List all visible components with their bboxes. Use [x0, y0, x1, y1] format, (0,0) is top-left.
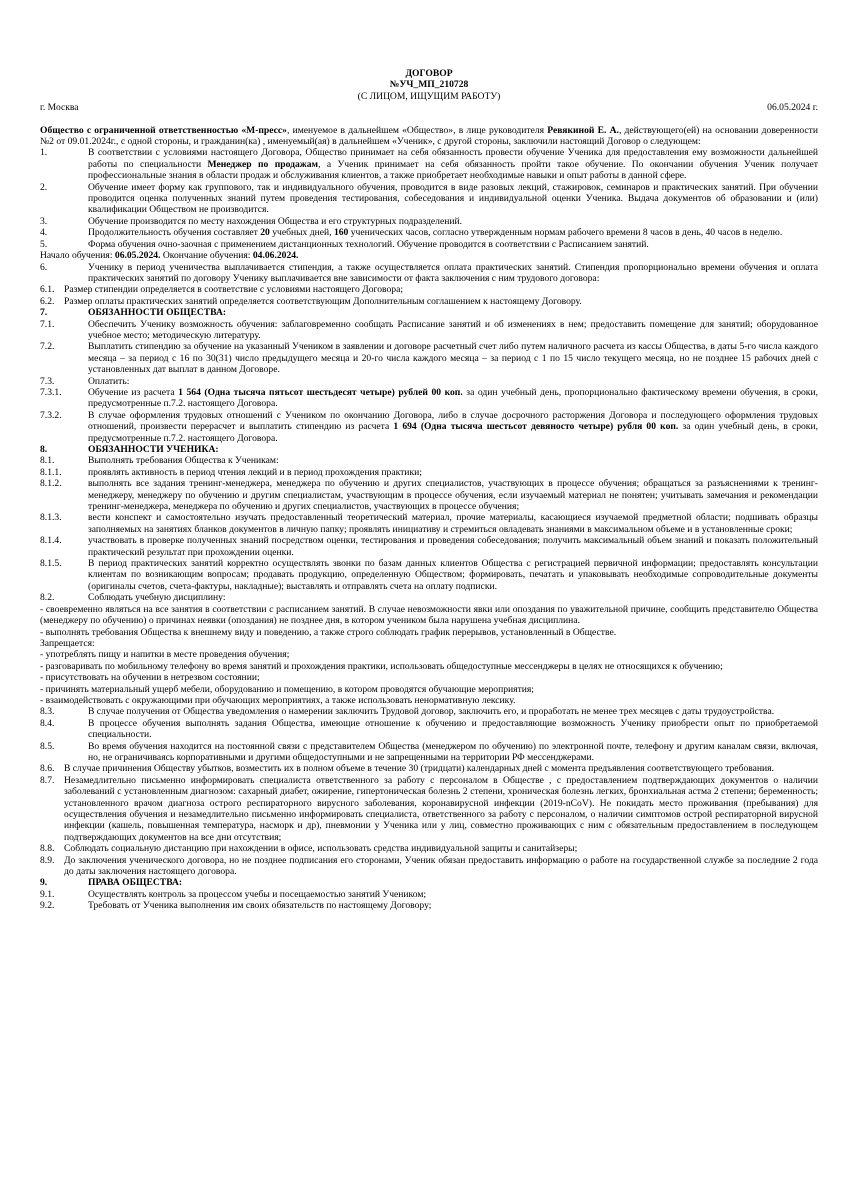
clause-6 [40, 262, 818, 285]
list-item: - употреблять пищу и напитки в месте проведения обучения; [40, 649, 290, 661]
clause-text: Незамедлительно письменно информировать специалиста ответственного за работу с персоналом в Обществе , с предоставлением подтверждающих документов о наличии заболеваний с установленным диагнозом: сахарный диабет, ожирение, гипертоническая болезнь 2 степени, хроническая болезнь легких, бронхиальная астма 2 степени; беременность; установленного врачом диагноза острого респираторного вирусного заболевания, коронавирусной инфекции (2019-nCoV). Не покидать место проживания (пребывания) для осуществления обучения и незамедлительно письменно информировать специалиста, ответственного за работу с персоналом, о наличии симптомов острой респираторной вирусной инфекции (кашель, повышенная температура, насморк и др), пневмонии у Ученика или у лиц, совместно проживающих с ним с обязательным предоставлением в последующем подтверждающих документов на все дни отсутствия; [64, 774, 818, 843]
start-date: 06.05.2024. [114, 250, 161, 262]
clause-number: 8.3. [40, 706, 55, 718]
clause-7-3-1 [40, 387, 818, 410]
clause-text: В процессе обучения выполнять задания Общества, имеющие отношение к обучению и предоставляющие возможность Ученику приобрести опыт по приобретаемой специальности. [88, 717, 818, 741]
org-name: Общество с ограниченной ответственностью «М-пресс» [40, 124, 287, 136]
section-8-heading: 8. ОБЯЗАННОСТИ УЧЕНИКА: [40, 444, 219, 455]
clause-number: 7.2. [40, 341, 55, 353]
clause-text: вести конспект и самостоятельно изучать предоставленный теоретический материал, прочие материалы, касающиеся изучаемой предметной области; подшивать образцы заполняемых на занятиях бланков документов в личную папку; проявлять инициативу и стремиться овладевать знаниями в максимальном объеме и в установленные сроки; [88, 512, 818, 535]
intro-paragraph [40, 125, 818, 148]
clause-number: 6. [40, 261, 48, 273]
clause-8-1-4 [40, 535, 818, 558]
clause-text: Размер стипендии определяется в соответствие с условиями настоящего Договора; [64, 284, 403, 296]
list-item: - своевременно являться на все занятия в соответствии с расписанием занятий. В случае невозможности явки или опоздания по уважительной причине, сообщить представителю Общества (менеджеру по обучению) о причинах неявки (опоздания) не позднее дня, в котором учеником была нарушена учебная дисциплина. [40, 603, 818, 627]
clause-number: 8.1.5. [40, 558, 62, 570]
clause-text: В случае получения от Общества уведомления о намерении заключить Трудовой договор, заключить его, и проработать не менее трех месяцев с даты трудоустройства. [88, 706, 775, 718]
clause-number: 9.2. [40, 900, 55, 912]
clause-number: 2. [40, 181, 48, 193]
stipend-amount: 1 564 (Одна тысяча пятьсот шестьдесят четыре) рублей 00 коп. [178, 386, 463, 398]
doc-subtitle: (С ЛИЦОМ, ИЩУЩИМ РАБОТУ) [357, 90, 501, 102]
clause-6-1 [40, 284, 818, 295]
specialty: Менеджер по продажам [207, 158, 319, 170]
clause-number: 6.2. [40, 295, 55, 307]
list-item: - разговаривать по мобильному телефону во время занятий и прохождения практики, использовать общедоступные мессенджеры в целях не относящихся к обучению; [40, 660, 723, 672]
contract-document [40, 68, 818, 912]
clause-text: В случае оформления трудовых отношений с Учеником по окончанию Договора, либо в случае досрочного расторжения Договора и последующего оформления трудовых отношений, произвести перерасчет и выплатить стипендию из расчета 1 694 (Одна тысяча шестьсот девяносто четыре) рубля 00 коп. за один учебный день, в сроки, предусмотренные п.7.2. настоящего Договора. [88, 409, 818, 444]
clause-text: До заключения ученического договора, но не позднее подписания его сторонами, Ученик обязан предоставить информацию о работе на государственной службе за последние 2 года до даты заключения настоящего договора. [64, 854, 818, 878]
clause-text: Требовать от Ученика выполнения им своих обязательств по настоящему Договору; [88, 900, 432, 912]
intro-text-2: , действующего(ей) на основании доверенности №2 от 09.01.2024г., с одной стороны, и гражданин(ка) , именуемый(ая) в дальнейшем «Ученик», с другой стороны, заключили настоящий Договор о следующем: [40, 124, 818, 148]
clause-8-1 [40, 455, 818, 466]
clause-number: 4. [40, 227, 48, 239]
clause-number: 7.3.1. [40, 386, 62, 398]
clause-text: В случае причинения Обществу убытков, возместить их в полном объеме в течение 30 (тридцати) календарных дней с момента предъявления соответствующего требования. [64, 763, 774, 775]
clause-7-2 [40, 341, 818, 375]
clause-4 [40, 227, 818, 238]
clause-9-2 [40, 900, 818, 911]
clause-3 [40, 216, 818, 227]
clause-text: Во время обучения находится на постоянной связи с представителем Общества (менеджером по обучению) по электронной почте, телефону и другим каналам связи, включая, но, не ограничиваясь корпоративными и другими общедоступными и не запрещенными на территории РФ мессенджерами. [88, 740, 818, 763]
clause-number: 8.7. [40, 774, 55, 786]
clause-text: проявлять активность в период чтения лекций и в период прохождения практики; [88, 466, 422, 478]
clause-text: Выполнять требования Общества к Ученикам: [88, 455, 279, 467]
city: г. Москва [40, 102, 79, 114]
clause-number: 8.1.1. [40, 466, 62, 478]
clause-8-4 [40, 718, 818, 741]
date: 06.05.2024 г. [767, 102, 818, 114]
section-7-heading: 7. ОБЯЗАННОСТИ ОБЩЕСТВА: [40, 307, 227, 319]
clause-number: 8.4. [40, 717, 55, 729]
clause-text: В период практических занятий корректно осуществлять звонки по базам данных клиентов Общества с регистрацией первичной информации; предоставлять консультации клиентам по возникающим вопросам; продавать продукцию, определенную Обществом; формировать, печатать и упаковывать необходимые сопроводительные документы (оригиналы счетов, счета-фактуры, накладные); выставлять и отправлять счета на оплату подписки. [88, 558, 818, 592]
clause-number: 5. [40, 238, 48, 250]
clause-2 [40, 182, 818, 216]
clause-number: 8.5. [40, 740, 55, 752]
clause-text: Обеспечить Ученику возможность обучения: заблаговременно сообщать Расписание занятий и об изменениях в нем; предоставить помещение для занятий; оборудованное учебное место; методическую литературу. [88, 318, 818, 341]
clause-text: Ученику в период ученичества выплачивается стипендия, а также осуществляется оплата практических занятий. Стипендия пропорционально времени обучения и оплата практических занятий по договору Ученику выплачивается вне зависимости от факта заключения с ним трудового договора: [88, 261, 818, 284]
clause-9-1 [40, 889, 818, 900]
director-name: Ревякиной Е. А. [547, 124, 619, 136]
clause-number: 7.1. [40, 318, 55, 330]
list-item: - выполнять требования Общества к внешнему виду и поведению, а также строго соблюдать график перерывов, установленный в Обществе. [40, 626, 617, 638]
clause-text: Обучение имеет форму как группового, так и индивидуального обучения, проводится в виде разовых лекций, стажировок, семинаров и практических занятий. При обучении проводится оценка полученных знаний путем проведения тестирования, собеседования и индивидуальной оценки Ученика. Выдача документов об образовании и (или) квалификации Обществом не производится. [88, 181, 818, 216]
clause-text: Размер оплаты практических занятий определяется соответствующим Дополнительным соглашением к настоящему Договору. [64, 295, 582, 307]
clause-number: 8.2. [40, 592, 55, 604]
clause-number: 8.1.3. [40, 512, 62, 524]
clause-8-1-5 [40, 558, 818, 592]
clause-8-7 [40, 775, 818, 843]
clause-text: участвовать в проверке полученных знаний посредством оценки, тестирования и проведения собеседования; получить максимальный объем знаний и показать положительный практический результат при прохождении оценки. [88, 535, 818, 558]
clause-text: выполнять все задания тренинг-менеджера, менеджера по обучению и других специалистов, участвующих в процессе обучения; обращаться за разъяснениями к тренинг-менеджеру, менеджеру по обучению и другим специалистам, участвующим в процессе обучения, если изучаемый материал не понятен; учитывать замечания и рекомендации тренинг-менеджера, менеджера по обучению и других специалистов, участвующих в процессе обучения; [88, 478, 818, 513]
stipend-amount-recalc: 1 694 (Одна тысяча шестьсот девяносто четыре) рубля 00 коп. [393, 421, 679, 433]
clause-8-9 [40, 855, 818, 878]
clause-number: 8.9. [40, 854, 55, 866]
clause-number: 1. [40, 147, 48, 159]
forbidden-heading: Запрещается: [40, 637, 95, 649]
list-item: - причинять материальный ущерб мебели, оборудованию и помещению, в котором проводятся обучающие мероприятия; [40, 683, 534, 695]
list-item: - взаимодействовать с окружающими при обучающих мероприятиях, а также использовать ненормативную лексику. [40, 694, 516, 706]
clause-number: 7.3. [40, 375, 55, 387]
clause-number: 8.1.4. [40, 535, 62, 547]
clause-text: Соблюдать учебную дисциплину: [88, 592, 226, 604]
clause-text: Оплатить: [88, 375, 130, 387]
clause-number: 8.6. [40, 763, 55, 775]
clause-number: 3. [40, 215, 48, 227]
clause-8-1-3 [40, 512, 818, 535]
clause-8-1-2 [40, 478, 818, 512]
clause-number: 8.8. [40, 843, 55, 855]
doc-title: ДОГОВОР [405, 68, 453, 79]
clause-number: 8.1.2. [40, 478, 62, 490]
training-dates: Начало обучения: 06.05.2024. Окончание обучения: 04.06.2024. [40, 250, 299, 262]
clause-number: 6.1. [40, 284, 55, 296]
clause-text: В соответствии с условиями настоящего Договора, Общество принимает на себя обязанность провести обучение Ученика для предоставления ему возможности дальнейшей работы по специальности Менеджер по продажам, а Ученик принимает на себя обязанность пройти такое обучение. По окончании обучения Ученик получает профессиональные знания в области продаж и обслуживания клиентов, а также приобретает необходимые навыки и опыт работы в данной сфере. [88, 147, 818, 182]
clause-8-8 [40, 843, 818, 854]
clause-text: Обучение из расчета 1 564 (Одна тысяча пятьсот шестьдесят четыре) рублей 00 коп. за один учебный день, пропорционально фактическому времени обучения, в сроки, предусмотренные п.7.2. настоящего Договора. [88, 386, 819, 410]
clause-7-3 [40, 376, 818, 387]
clause-text: Осуществлять контроль за процессом учебы и посещаемостью занятий Учеником; [88, 888, 427, 900]
clause-number: 9.1. [40, 888, 55, 900]
doc-number: №УЧ_МП_210728 [389, 79, 469, 91]
clause-7-3-2 [40, 410, 818, 444]
clause-8-5 [40, 741, 818, 764]
city-date-row [40, 102, 818, 113]
clause-text: Выплатить стипендию за обучение на указанный Учеником в заявлении и договоре расчетный счет либо путем наличного расчета из кассы Общества, в даты 5-го числа каждого месяца – за период с 16 по 30(31) число предыдущего месяца и 20-го числа каждого месяца – за период с 1 по 15 число текущего месяца, но не позднее 15 рабочих дней с установленных дат выплат в данном Договоре. [88, 341, 818, 376]
clause-text: Соблюдать социальную дистанцию при нахождении в офисе, использовать средства индивидуальной защиты и санитайзеры; [64, 843, 578, 855]
end-date: 04.06.2024. [252, 250, 299, 262]
clause-1 [40, 147, 818, 181]
clause-number: 7.3.2. [40, 409, 62, 421]
clause-text: Форма обучения очно-заочная с применением дистанционных технологий. Обучение проводится в соответствии с Расписанием занятий. [88, 238, 649, 250]
clause-7-1 [40, 319, 818, 342]
clause-6-2 [40, 296, 818, 307]
intro-text-1: , именуемое в дальнейшем «Общество», в лице руководителя [286, 124, 548, 136]
section-9-heading: 9. ПРАВА ОБЩЕСТВА: [40, 877, 183, 889]
clause-8-1-1 [40, 467, 818, 478]
clause-8-2 [40, 592, 818, 603]
clause-8-6 [40, 763, 818, 774]
clause-text: Продолжительность обучения составляет 20 учебных дней, 160 ученических часов, согласно утвержденным нормам рабочего времени 8 часов в день, 40 часов в неделю. [88, 227, 783, 239]
clause-text: Обучение производится по месту нахождения Общества и его структурных подразделений. [88, 215, 463, 227]
clause-8-3 [40, 706, 818, 717]
clause-number: 8.1. [40, 455, 55, 467]
clause-5 [40, 239, 818, 250]
list-item: - присутствовать на обучении в нетрезвом состоянии; [40, 672, 260, 684]
